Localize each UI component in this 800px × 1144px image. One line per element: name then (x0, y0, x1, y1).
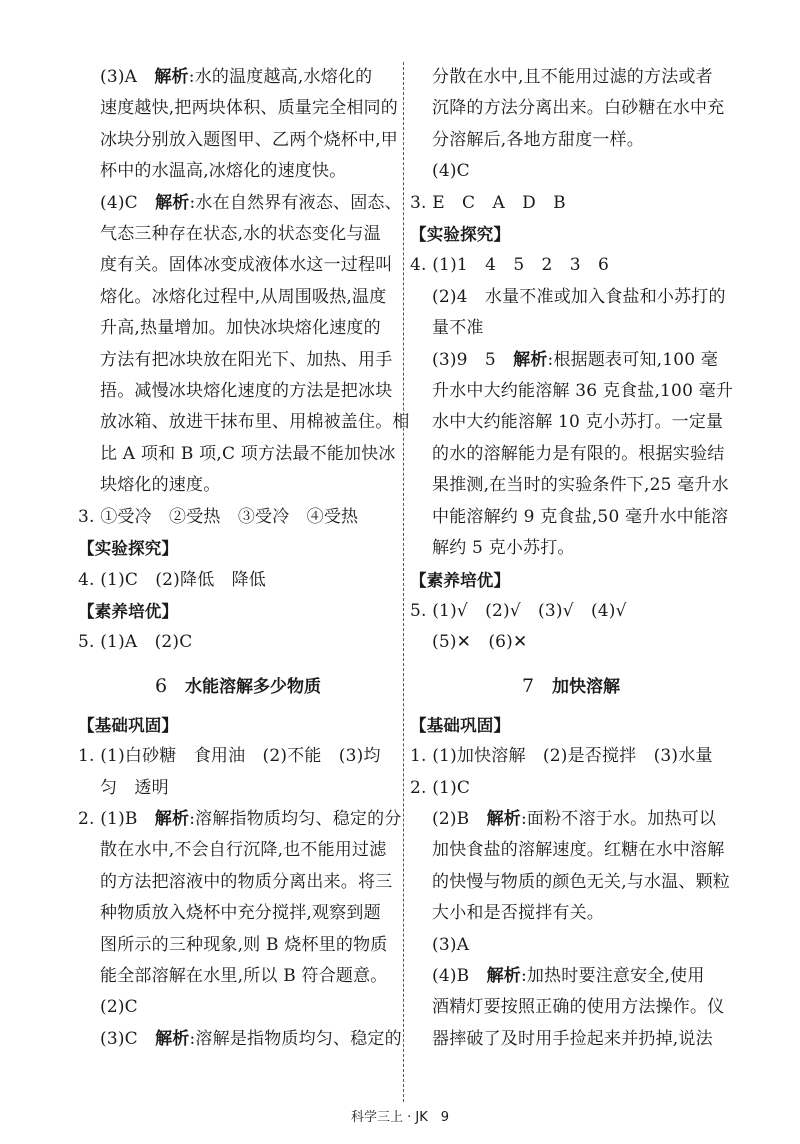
line-text: 1. (1)白砂糖 食用油 (2)不能 (3)均 (78, 746, 381, 767)
line-text: (3)A (100, 67, 155, 87)
line-text: 熔化。冰熔化过程中,从周围吸热,温度 (100, 286, 387, 307)
text-line (78, 62, 398, 93)
text-line (410, 313, 732, 344)
line-text: 匀 透明 (100, 777, 169, 798)
text-line (410, 439, 732, 470)
line-text: 解约 5 克小苏打。 (432, 538, 575, 559)
line-text: 5. (1)√ (2)√ (3)√ (4)√ (410, 600, 627, 621)
line-text: (3)C (100, 1028, 156, 1049)
line-text-rest: :水的温度越高,水熔化的 (188, 67, 373, 87)
text-line (78, 930, 398, 961)
text-line (410, 930, 732, 961)
analysis-label: 解析 (154, 808, 190, 829)
text-line (78, 565, 398, 596)
line-text: 【基础巩固】 (78, 715, 179, 735)
line-text-rest: :水在自然界有液态、固态、 (189, 192, 402, 213)
line-text: 块熔化的速度。 (100, 475, 221, 496)
line-text-rest: :溶解指物质均匀、稳定的分 (189, 808, 402, 829)
text-line (78, 470, 398, 501)
line-text: 【实验探究】 (78, 539, 179, 559)
section-title-text: 水能溶解多少物质 (185, 676, 322, 697)
line-text: (4)B (432, 965, 487, 986)
line-text: (2)C (100, 997, 138, 1018)
text-line (410, 125, 732, 156)
section-header (410, 565, 732, 596)
analysis-label: 解析 (486, 808, 521, 829)
text-line (78, 250, 398, 281)
section-title (410, 667, 732, 706)
text-line (410, 188, 732, 219)
text-line (410, 470, 732, 501)
text-line (410, 773, 732, 804)
line-text: 冰块分别放入题图甲、乙两个烧杯中,甲 (100, 129, 399, 150)
line-text: 3. ①受冷 ②受热 ③受冷 ④受热 (78, 506, 359, 527)
line-text: 【基础巩固】 (410, 715, 511, 735)
text-line (78, 961, 398, 992)
text-line (410, 596, 732, 627)
line-text: (2)4 水量不准或加入食盐和小苏打的 (432, 286, 726, 307)
line-text: 【素养培优】 (78, 601, 179, 621)
text-line (410, 804, 732, 835)
text-line (410, 627, 732, 658)
text-line (78, 188, 402, 219)
line-text: 捂。减慢冰块熔化速度的方法是把冰块 (100, 381, 393, 402)
line-text: 1. (1)加快溶解 (2)是否搅拌 (3)水量 (410, 746, 713, 767)
text-line (78, 741, 398, 772)
right-column (410, 62, 732, 1055)
left-column (78, 62, 410, 1055)
text-line (78, 282, 398, 313)
line-text: 比 A 项和 B 项,C 项方法最不能加快冰 (100, 443, 396, 464)
analysis-label: 解析 (486, 965, 521, 986)
section-header (410, 710, 732, 741)
line-text-rest: :加热时要注意安全,使用 (520, 965, 705, 986)
text-line (410, 741, 732, 772)
line-text: 速度越快,把两块体积、质量完全相同的 (100, 98, 399, 119)
line-text: 升水中大约能溶解 36 克食盐,100 毫升 (432, 381, 734, 402)
line-text: 2. (1)C (410, 777, 471, 798)
line-text: 量不准 (432, 318, 484, 339)
text-line (410, 407, 732, 438)
line-text: 2. (1)B (78, 808, 155, 829)
line-text: 【实验探究】 (410, 225, 511, 245)
section-header (78, 710, 398, 741)
text-line (410, 156, 732, 187)
line-text: 沉降的方法分离出来。白砂糖在水中充 (432, 98, 725, 119)
section-header (410, 219, 732, 250)
line-text: 的方法把溶液中的物质分离出来。将三 (100, 871, 393, 892)
line-text-rest: :根据题表可知,100 毫 (547, 349, 719, 370)
text-line (78, 439, 398, 470)
text-line (410, 1024, 732, 1055)
line-text: 4. (1)1 4 5 2 3 6 (410, 255, 609, 276)
line-text: 气态三种存在状态,水的状态变化与温 (100, 224, 381, 245)
line-text: 的水的溶解能力是有限的。根据实验结 (432, 443, 725, 464)
text-line (78, 219, 398, 250)
section-header (78, 596, 398, 627)
section-title (78, 667, 398, 706)
line-text: 水中大约能溶解 10 克小苏打。一定量 (432, 412, 724, 433)
line-text: (2)B (432, 808, 487, 829)
text-line (410, 533, 732, 564)
line-text: 【素养培优】 (410, 570, 511, 590)
page-footer: 科学三上 · JK 9 (350, 1110, 450, 1125)
text-line (78, 804, 402, 835)
text-line (78, 93, 398, 124)
line-text: (4)C (100, 192, 156, 213)
line-text: 4. (1)C (2)降低 降低 (78, 569, 266, 590)
section-number: 7 (521, 674, 535, 697)
line-text: 加快食盐的溶解速度。红糖在水中溶解 (432, 840, 725, 861)
text-line (410, 867, 732, 898)
text-line (78, 835, 398, 866)
line-text: 大小和是否搅拌有关。 (432, 903, 604, 924)
line-text: 3. E C A D B (410, 192, 566, 213)
line-text: 5. (1)A (2)C (78, 632, 193, 653)
line-text: 分溶解后,各地方甜度一样。 (432, 129, 645, 150)
text-line (410, 992, 732, 1023)
text-line (78, 313, 398, 344)
line-text: 果推测,在当时的实验条件下,25 毫升水 (432, 475, 729, 496)
line-text: (5)✕ (6)✕ (432, 632, 528, 653)
line-text: 度有关。固体冰变成液体水这一过程叫 (100, 255, 393, 276)
text-line (78, 502, 398, 533)
line-text: 酒精灯要按照正确的使用方法操作。仪 (432, 997, 725, 1018)
text-line (78, 1024, 402, 1055)
section-number: 6 (154, 674, 168, 697)
text-line (78, 627, 398, 658)
text-line (410, 835, 732, 866)
text-line (410, 250, 732, 281)
analysis-label: 解析 (513, 349, 548, 370)
line-text: 能全部溶解在水里,所以 B 符合题意。 (100, 965, 388, 986)
text-line (410, 502, 732, 533)
line-text-rest: :溶解是指物质均匀、稳定的 (189, 1028, 402, 1049)
text-line (78, 156, 398, 187)
line-text: 分散在水中,且不能用过滤的方法或者 (432, 67, 713, 87)
line-text: 图所示的三种现象,则 B 烧杯里的物质 (100, 934, 388, 955)
line-text: 中能溶解约 9 克食盐,50 毫升水中能溶 (432, 506, 729, 527)
line-text: 种物质放入烧杯中充分搅拌,观察到题 (100, 903, 381, 924)
analysis-label: 解析 (154, 67, 189, 87)
column-divider (403, 62, 404, 1102)
line-text: 杯中的水温高,冰熔化的速度快。 (100, 161, 347, 182)
line-text: 散在水中,不会自行沉降,也不能用过滤 (100, 840, 387, 861)
line-text: 的快慢与物质的颜色无关,与水温、颗粒 (432, 871, 731, 892)
text-line (78, 992, 398, 1023)
line-text: (3)A (432, 934, 470, 955)
text-line (410, 93, 732, 124)
text-line (78, 898, 398, 929)
line-text: (3)9 5 (432, 349, 514, 370)
section-title-text: 加快溶解 (552, 676, 621, 697)
analysis-label: 解析 (155, 1028, 190, 1049)
section-header (78, 533, 398, 564)
line-text: 升高,热量增加。加快冰块熔化速度的 (100, 318, 381, 339)
line-text-rest: :面粉不溶于水。加热可以 (520, 808, 717, 829)
text-line (78, 867, 398, 898)
text-line (410, 62, 732, 93)
text-line (78, 125, 398, 156)
text-line (410, 961, 732, 992)
text-line (410, 282, 732, 313)
line-text: 方法有把冰块放在阳光下、加热、用手 (100, 349, 393, 370)
text-line (78, 376, 398, 407)
line-text: (4)C (432, 161, 470, 182)
text-line (78, 407, 410, 438)
text-line (410, 898, 732, 929)
text-line (410, 345, 732, 376)
text-line (78, 773, 398, 804)
line-text: 器摔破了及时用手捡起来并扔掉,说法 (432, 1028, 713, 1049)
line-text: 放冰箱、放进干抹布里、用棉被盖住。相 (100, 412, 410, 433)
text-line (410, 376, 732, 407)
text-line (78, 345, 398, 376)
analysis-label: 解析 (155, 192, 190, 213)
